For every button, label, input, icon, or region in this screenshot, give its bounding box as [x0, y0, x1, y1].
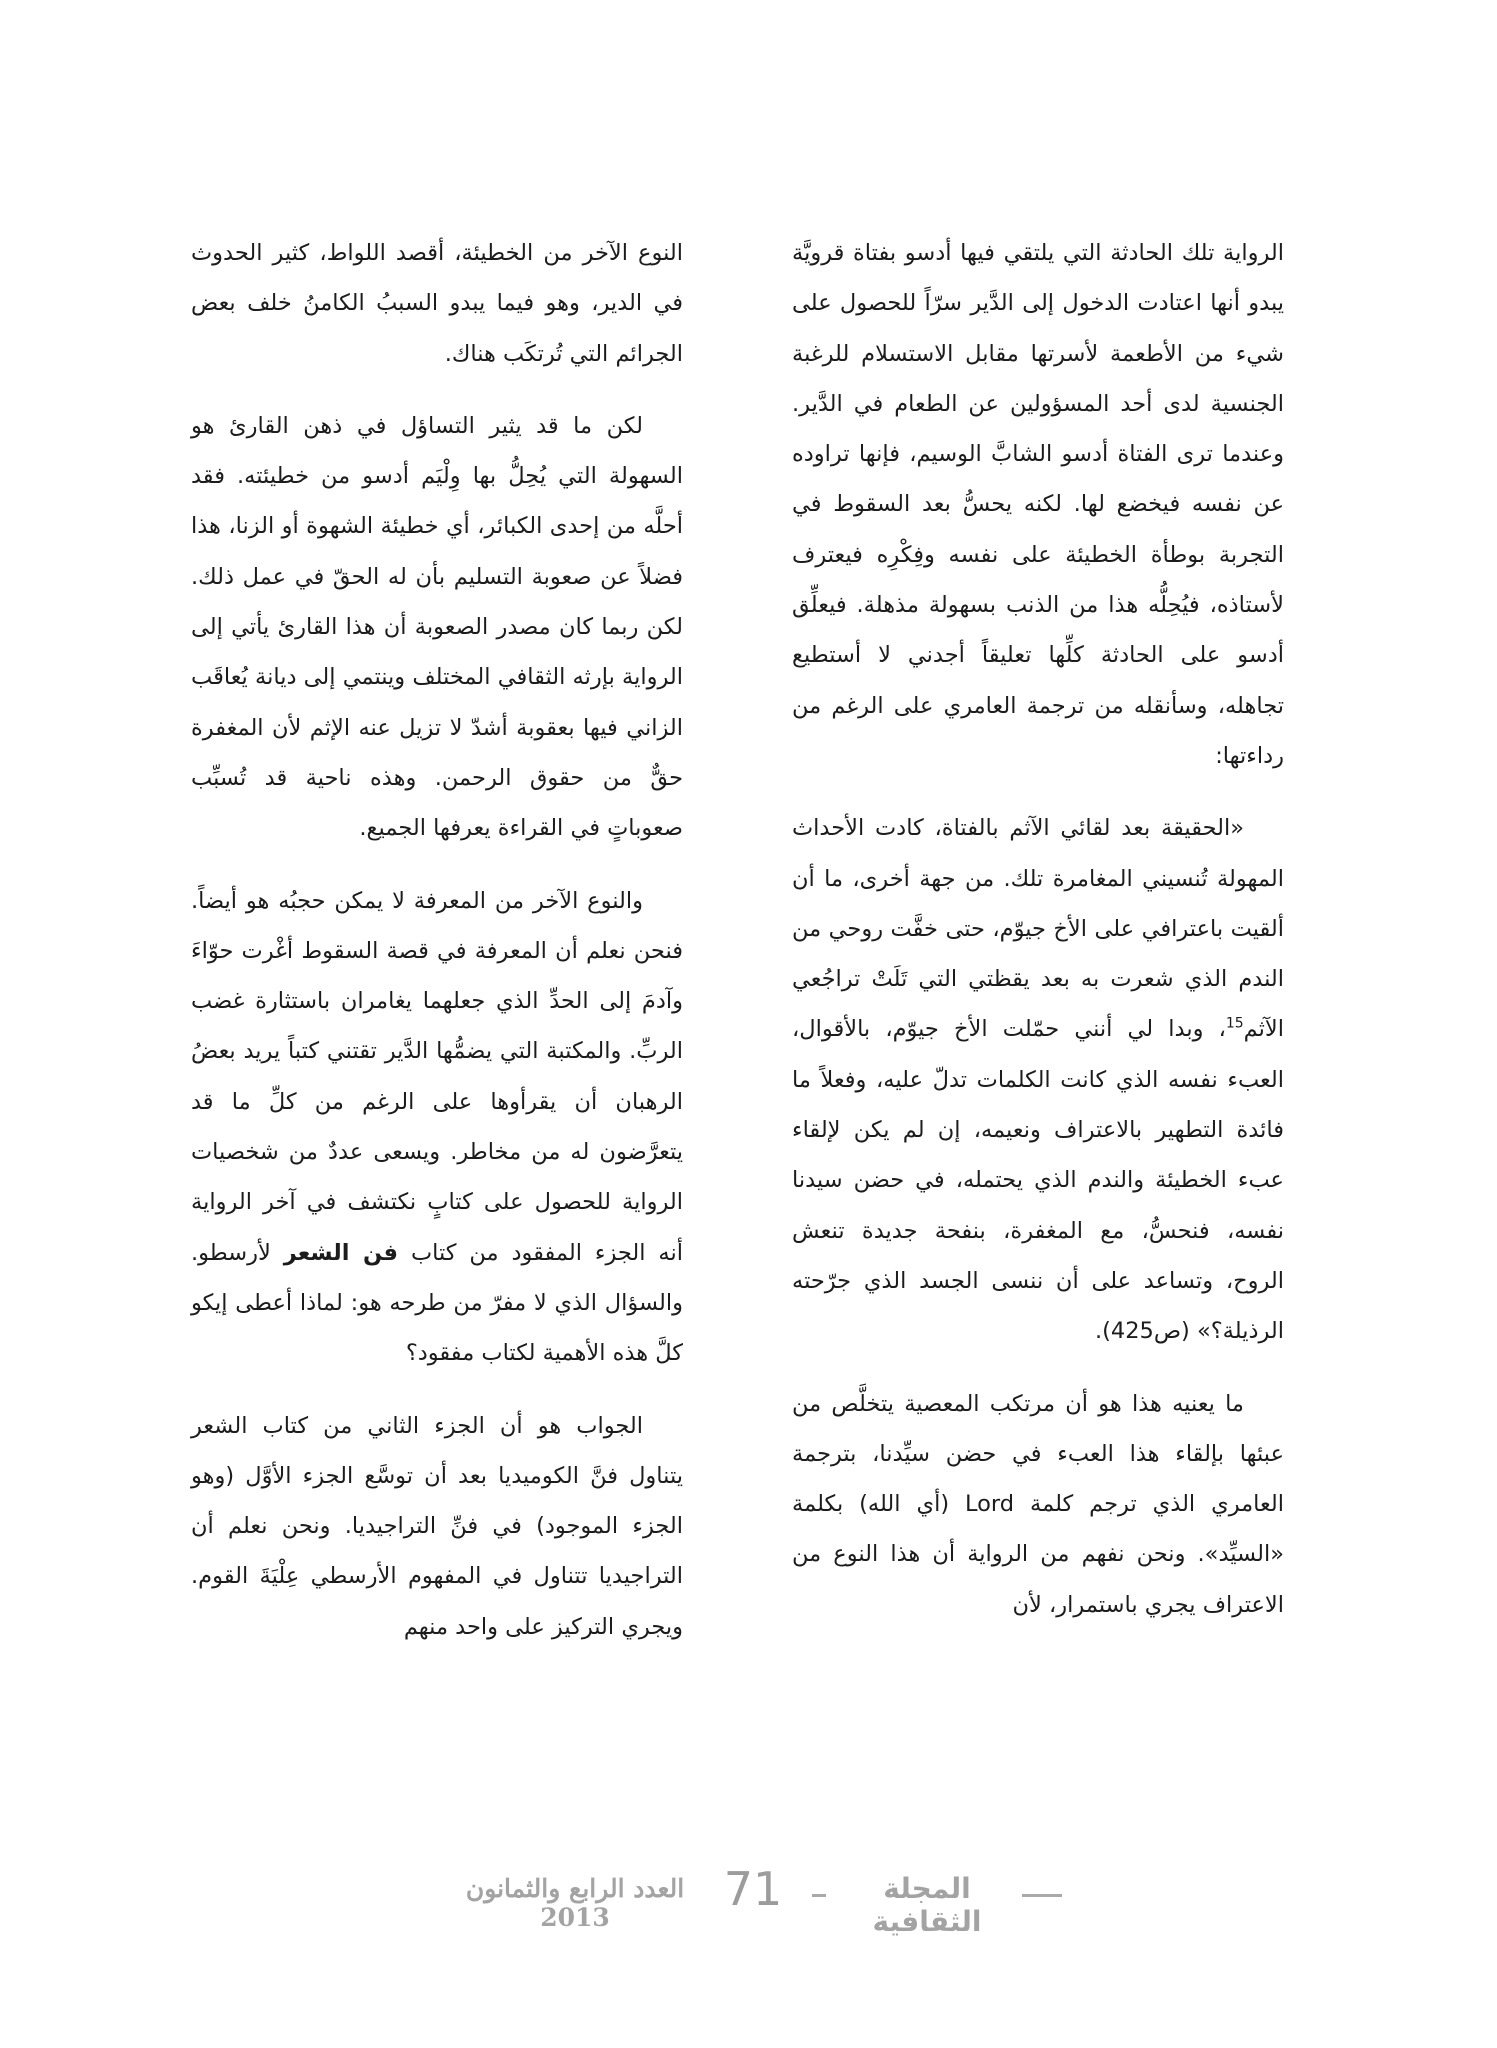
page-footer [0, 1862, 1497, 1938]
footer-ornament-line [1022, 1894, 1062, 1897]
right-p3-text-a: ما يعنيه هذا هو أن مرتكب المعصية يتخلَّص من عبئها بإلقاء هذا العبء في حضن سيِّدنا، بترجمة العامري الذي ترجم كلمة [792, 1390, 1285, 1518]
footer-ornament-line [812, 1894, 826, 1897]
left-paragraph-3 [191, 876, 683, 1379]
left-paragraph-1: النوع الآخر من الخطيئة، أقصد اللواط، كثير الحدوث في الدير، وهو فيما يبدو السببُ الكامنُ خلف بعض الجرائم التي تُرتكَب هناك. [191, 240, 683, 367]
quote-text-b: ، وبدا لي أنني حمّلت الأخ جيوّم، بالأقوال، العبء نفسه الذي كانت الكلمات تدلّ عليه، وفعلاً ما فائدة التطهير بالاعتراف ونعيمه، إن لم يكن لإلقاء عبء الخطيئة والندم الذي يحتمله، في حضن سيدنا نفسه، فنحسُّ، مع المغفرة، بنفحة جديدة تنعش الروح، وتساعد على أن ننسى الجسد الذي جرّحته الرذيلة؟» (ص [792, 1016, 1284, 1345]
right-p3-text-b: (أي الله) بكلمة «السيِّد». ونحن نفهم من الرواية أن هذا النوع من الاعتراف يجري باستمرار، لأن [792, 1491, 1284, 1618]
issue-label: العدد الرابع والثمانون 2013 [465, 1874, 685, 1932]
magazine-name: المجلة الثقافية [872, 1872, 982, 1938]
page-number: 71 [723, 1862, 783, 1916]
right-paragraph-3 [792, 1379, 1284, 1630]
quote-text-a: «الحقيقة بعد لقائي الآثم بالفتاة، كادت الأحداث المهولة تُنسيني المغامرة تلك. من جهة أخرى، ما أن ألقيت باعترافي على الأخ جيوّم، حتى خفَّت روحي من الندم الذي شعرت به بعد يقظتي التي تَلَتْ تراجُعي الآثم [792, 815, 1284, 1043]
left-paragraph-2: لكن ما قد يثير التساؤل في ذهن القارئ هو السهولة التي يُحِلُّ بها وِلْيَم أدسو من خطيئته. فقد أحلَّه من إحدى الكبائر، أي خطيئة الشهوة أو الزنا، هذا فضلاً عن صعوبة التسليم بأن له الحقّ في عمل ذلك. لكن ربما كان مصدر الصعوبة أن هذا القارئ يأتي إلى الرواية بإرثه الثقافي المختلف وينتمي إلى ديانة يُعاقَب الزاني فيها بعقوبة أشدّ لا تزيل عنه الإثم لأن المغفرة حقٌّ من حقوق الرحمن. وهذه ناحية قد تُسبِّب صعوباتٍ في القراءة يعرفها الجميع. [191, 412, 683, 842]
left-p3-text-b: لأرسطو. والسؤال الذي لا مفرّ من طرحه هو: لماذا أعطى إيكو كلَّ هذه الأهمية لكتاب مفقود؟ [191, 1239, 683, 1367]
left-p3-text-a: والنوع الآخر من المعرفة لا يمكن حجبُه هو أيضاً. فنحن نعلم أن المعرفة في قصة السقوط أغْرت حوّاءَ وآدمَ إلى الحدِّ الذي جعلهما يغامران باستثارة غضب الربِّ. والمكتبة التي يضمُّها الدَّير تقتني كتباً يريد بعضُ الرهبان أن يقرأوها على الرغم من كلِّ ما قد يتعرَّضون له من مخاطر. ويسعى عددٌ من شخصيات الرواية للحصول على كتابٍ نكتشف في آخر الرواية أنه الجزء المفقود من كتاب [191, 887, 683, 1266]
left-column [191, 228, 683, 1674]
lord-word: Lord [965, 1491, 1015, 1518]
right-paragraph-1: الرواية تلك الحادثة التي يلتقي فيها أدسو بفتاة قرويَّة يبدو أنها اعتادت الدخول إلى الدَّير سرّاً للحصول على شيء من الأطعمة لأسرتها مقابل الاستسلام للرغبة الجنسية لدى أحد المسؤولين عن الطعام في الدَّير. وعندما ترى الفتاة أدسو الشابَّ الوسيم، فإنها تراوده عن نفسه فيخضع لها. لكنه يحسُّ بعد السقوط في التجربة بوطأة الخطيئة على نفسه وفِكْرِه فيعترف لأستاذه، فيُحِلُّه هذا من الذنب بسهولة مذهلة. فيعلِّق أدسو على الحادثة كلِّها تعليقاً أجدني لا أستطيع تجاهله، وسأنقله من ترجمة العامري على الرغم من رداءتها: [792, 240, 1284, 769]
page-reference: 425 [1110, 1318, 1154, 1345]
left-paragraph-4: الجواب هو أن الجزء الثاني من كتاب الشعر يتناول فنَّ الكوميديا بعد أن توسَّع الجزء الأوَّل (وهو الجزء الموجود) في فنِّ التراجيديا. ونحن نعلم أن التراجيديا تتناول في المفهوم الأرسطي عِلْيَةَ القوم. ويجري التركيز على واحد منهم [191, 1412, 683, 1640]
footnote-marker[interactable]: 15 [1225, 1015, 1244, 1032]
quote-end: ). [1094, 1318, 1111, 1345]
right-column [792, 228, 1284, 1652]
right-quote-paragraph [792, 803, 1284, 1356]
book-title: فن الشعر [283, 1239, 399, 1266]
